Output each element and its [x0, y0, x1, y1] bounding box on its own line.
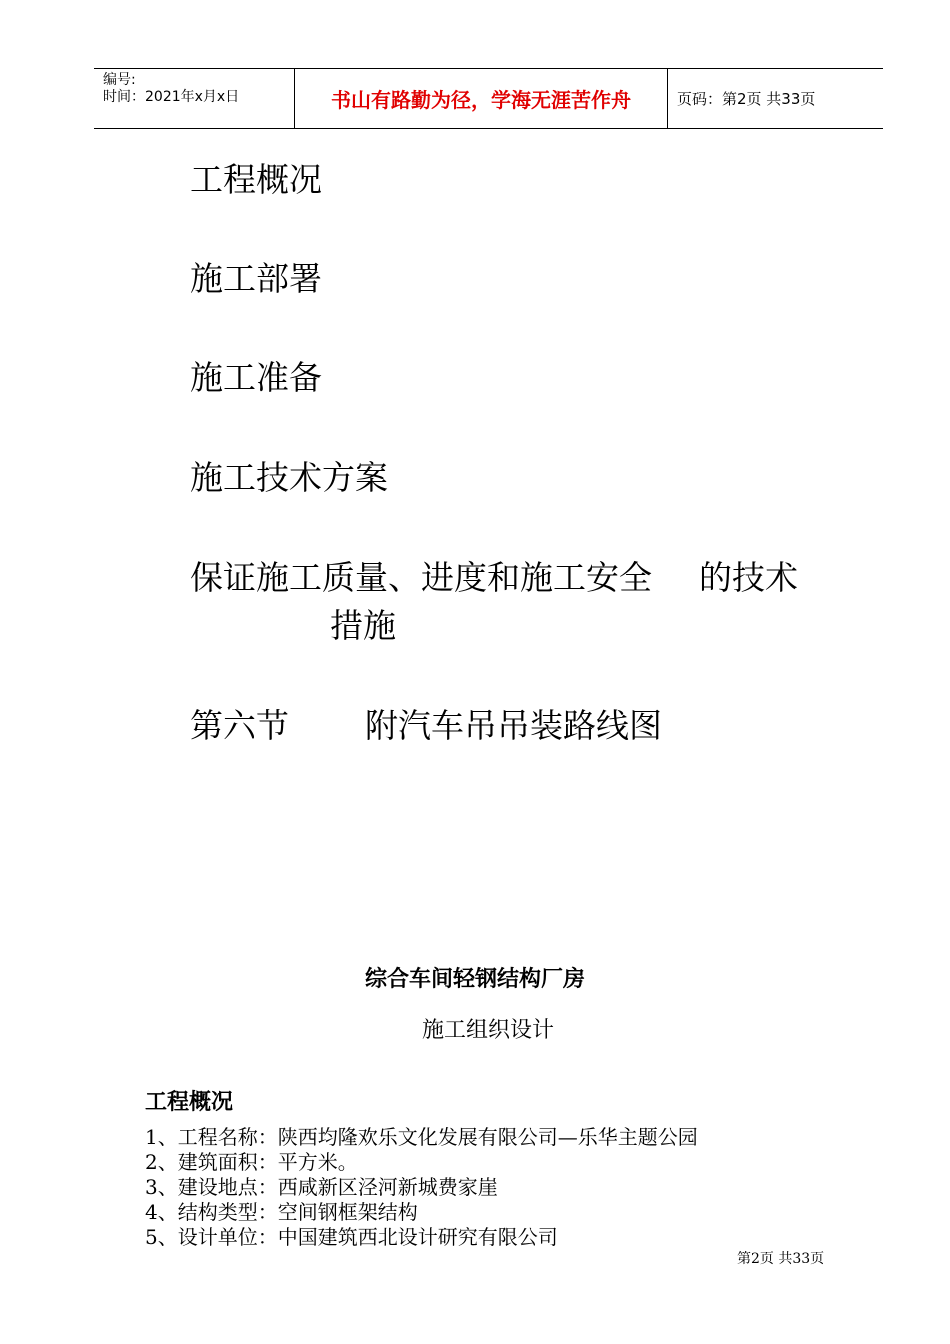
list-item: 2、建筑面积：平方米。 [145, 1150, 358, 1174]
list-item: 3、建设地点：西咸新区泾河新城费家崖 [145, 1175, 498, 1199]
list-item: 1、工程名称：陕西均隆欢乐文化发展有限公司—乐华主题公园 [145, 1125, 698, 1149]
toc-item-deployment: 施工部署 [190, 259, 322, 298]
header-meta [94, 69, 294, 128]
header-page-info: 页码：第2页 共33页 [677, 90, 816, 108]
toc-section-title: 附汽车吊吊装路线图 [365, 706, 662, 745]
document-subtitle: 施工组织设计 [421, 1018, 554, 1043]
toc-item-measures [190, 558, 798, 598]
section-heading: 工程概况 [145, 1090, 234, 1115]
document-time-label: 时间：2021年x月x日 [103, 89, 240, 105]
page-header [94, 68, 883, 129]
toc-item-measures-part2: 的技术 [699, 558, 798, 597]
list-item: 5、设计单位：中国建筑西北设计研究有限公司 [145, 1225, 558, 1249]
project-info-list [145, 1125, 698, 1250]
header-motto: 书山有路勤为径，学海无涯苦作舟 [331, 88, 631, 112]
toc-section-number: 第六节 [190, 706, 289, 745]
toc-item-section-six [190, 706, 662, 746]
toc-item-overview: 工程概况 [190, 160, 322, 199]
toc-item-technical-plan: 施工技术方案 [190, 458, 388, 497]
list-item: 4、结构类型：空间钢框架结构 [145, 1200, 418, 1224]
toc-item-measures-part1: 保证施工质量、进度和施工安全 [190, 558, 652, 597]
document-number-label: 编号: [103, 72, 136, 88]
page-footer: 第2页 共33页 [737, 1251, 825, 1267]
header-divider [667, 69, 668, 128]
document-title: 综合车间轻钢结构厂房 [364, 967, 585, 992]
toc-item-measures-wrap: 措施 [330, 606, 396, 645]
toc-item-preparation: 施工准备 [190, 358, 322, 397]
